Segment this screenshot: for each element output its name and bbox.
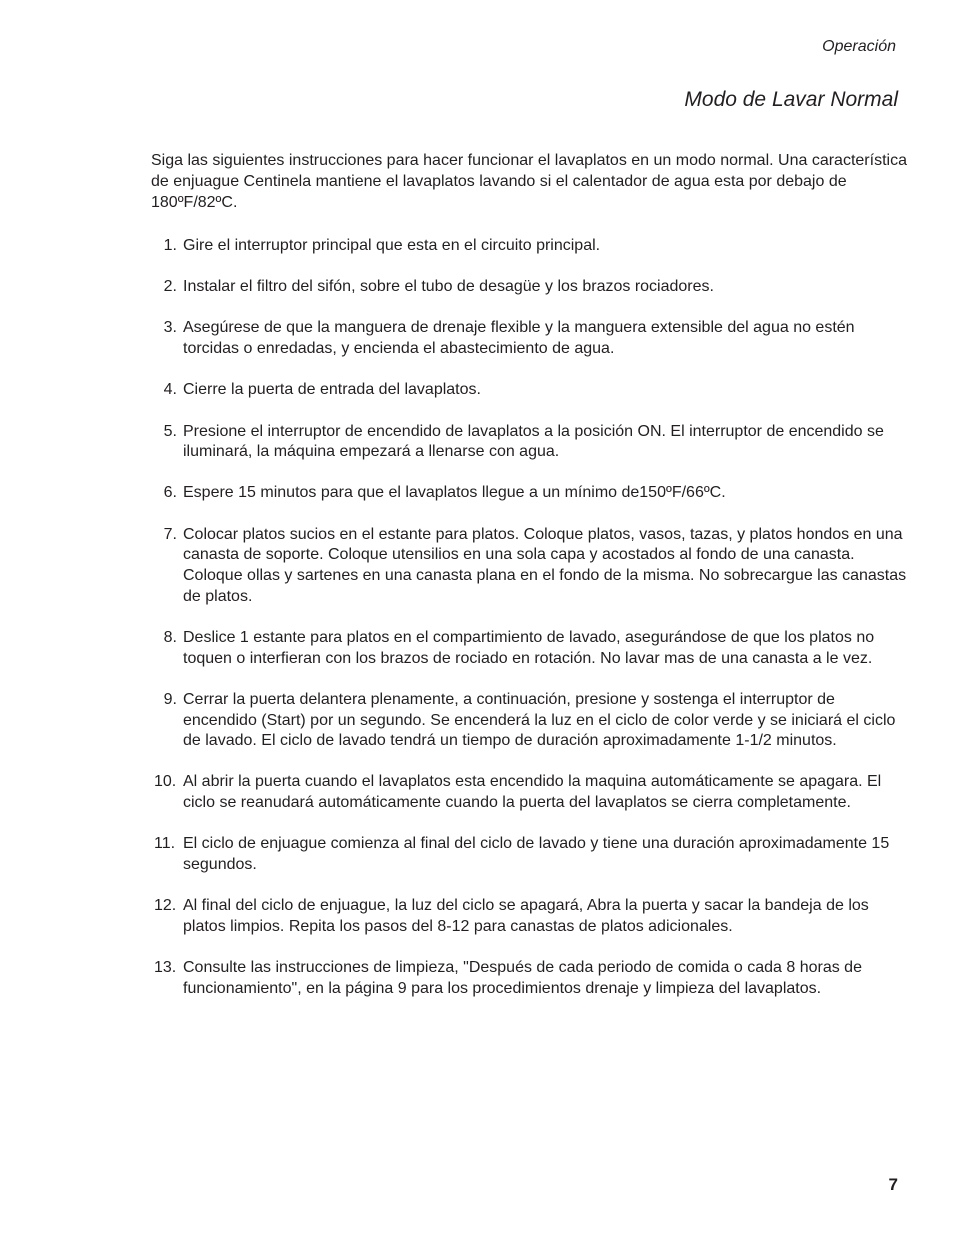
step-item [151, 318, 911, 359]
step-text: Cierre la puerta de entrada del lavaplatos. [183, 381, 481, 399]
step-number: 4. [163, 381, 177, 399]
step-item [151, 483, 911, 504]
step-text: Deslice 1 estante para platos en el compartimiento de lavado, asegurándose de que los platos no toquen o interfieran con los brazos de rociado en rotación. No lavar mas de una canasta a le vez. [183, 628, 875, 667]
step-number: 12. [154, 897, 177, 915]
steps-list [151, 236, 911, 1020]
step-text: Cerrar la puerta delantera plenamente, a continuación, presione y sostenga el interruptor de encendido (Start) por un segundo. Se encenderá la luz en el ciclo de color verde y se iniciará el ciclo de lavado. El ciclo de lavado tendrá un tiempo de duración aproximadamente 1-1/2 minutos. [183, 690, 896, 750]
step-text: Gire el interruptor principal que esta en el circuito principal. [183, 237, 601, 254]
step-text: Consulte las instrucciones de limpieza, "Después de cada periodo de comida o cada 8 horas de funcionamiento", en la página 9 para los procedimientos drenaje y limpieza del lavaplatos. [183, 959, 862, 997]
step-number: 3. [163, 319, 177, 337]
step-text: El ciclo de enjuague comienza al final del ciclo de lavado y tiene una duración aproximadamente 15 segundos. [183, 835, 890, 874]
step-text: Al final del ciclo de enjuague, la luz del ciclo se apagará, Abra la puerta y sacar la bandeja de los platos limpios. Repita los pasos del 8-12 para canastas de platos adicionales. [183, 897, 869, 935]
running-header: Operación [822, 38, 896, 55]
step-item [151, 690, 911, 752]
step-item [151, 958, 911, 999]
step-number: 6. [163, 484, 177, 502]
step-item [151, 422, 911, 463]
step-number: 2. [163, 278, 177, 296]
step-text: Presione el interruptor de encendido de lavaplatos a la posición ON. El interruptor de encendido se iluminará, la máquina empezará a llenarse con agua. [183, 422, 884, 461]
intro-paragraph: Siga las siguientes instrucciones para hacer funcionar el lavaplatos en un modo normal. Una característica de enjuague Centinela mantiene el lavaplatos lavando si el calentador de agua esta por debajo de 180ºF/82ºC. [151, 152, 907, 211]
step-text: Espere 15 minutos para que el lavaplatos llegue a un mínimo de150ºF/66ºC. [183, 484, 726, 502]
page-number: 7 [888, 1175, 898, 1194]
step-number: 5. [163, 422, 177, 440]
step-item [151, 236, 911, 257]
step-item [151, 525, 911, 608]
step-text: Colocar platos sucios en el estante para platos. Coloque platos, vasos, tazas, y platos hondos en una canasta de soporte. Coloque utensilios en una sola capa y acostados al fondo de una canasta. Coloque ollas y sartenes en una canasta plana en el fondo de la misma. No sobrecargue las canastas de platos. [183, 525, 907, 605]
step-number: 13. [154, 959, 177, 977]
step-number: 10. [154, 773, 177, 791]
step-text: Asegúrese de que la manguera de drenaje flexible y la manguera extensible del agua no estén torcidas o enredadas, y encienda el abastecimiento de agua. [183, 319, 855, 358]
step-item [151, 277, 911, 298]
step-item [151, 834, 911, 875]
step-item [151, 896, 911, 937]
section-title: Modo de Lavar Normal [684, 88, 898, 111]
step-item [151, 380, 911, 401]
step-text: Al abrir la puerta cuando el lavaplatos esta encendido la maquina automáticamente se apagara. El ciclo se reanudará automáticamente cuando la puerta del lavaplatos se cierra completamente. [183, 773, 882, 812]
step-number: 9. [163, 690, 177, 708]
step-item [151, 772, 911, 813]
step-number: 7. [163, 525, 177, 543]
step-number: 8. [163, 628, 177, 646]
step-number: 11. [154, 835, 176, 853]
step-number: 1. [163, 237, 177, 254]
step-text: Instalar el filtro del sifón, sobre el tubo de desagüe y los brazos rociadores. [183, 278, 714, 296]
step-item [151, 628, 911, 669]
